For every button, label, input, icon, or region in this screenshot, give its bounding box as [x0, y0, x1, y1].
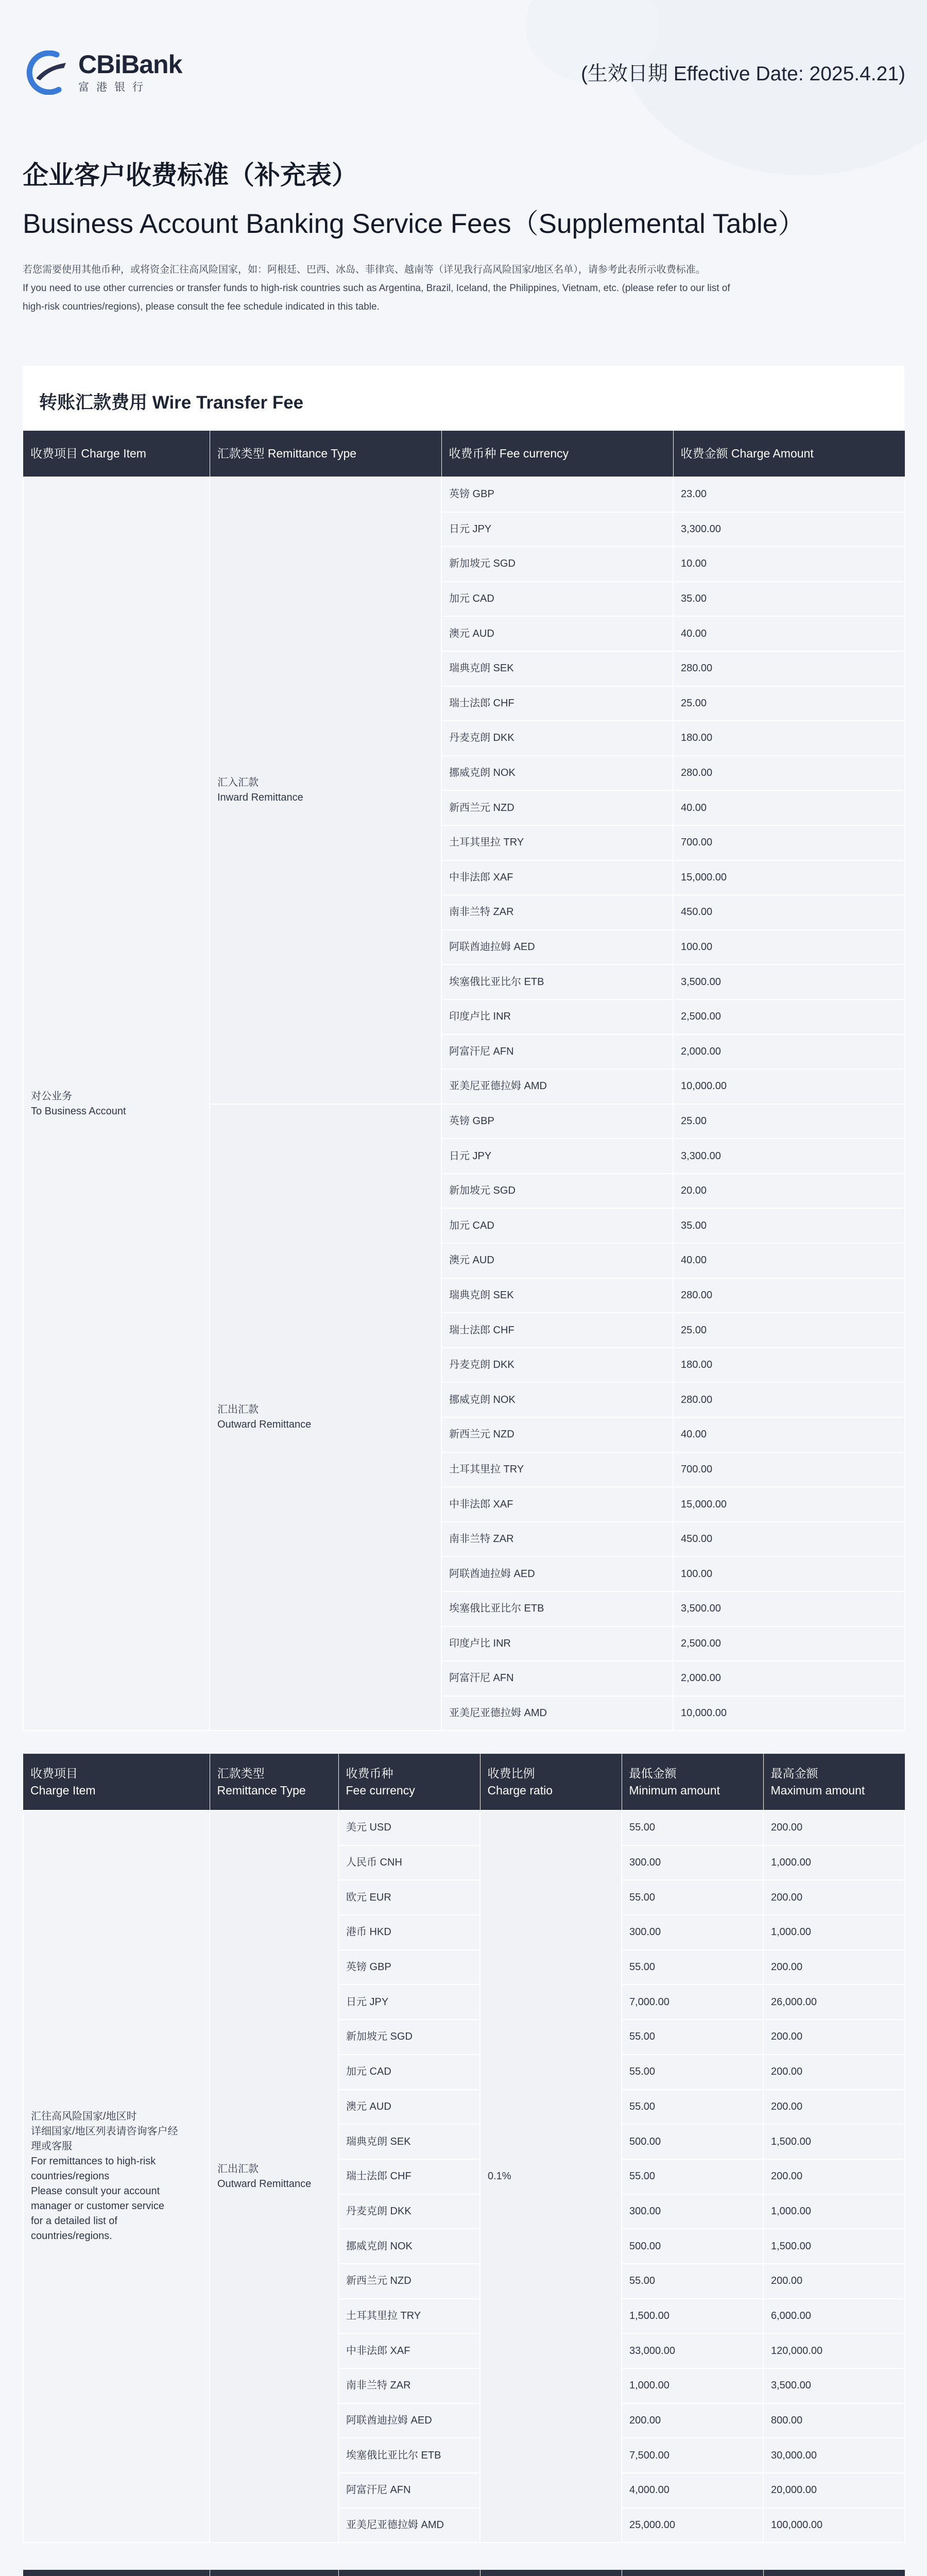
currency-cell: 英镑 GBP	[338, 1950, 480, 1985]
cell-line: 汇往高风险国家/地区时	[31, 2111, 137, 2123]
cell-line: 汇款类型	[217, 1766, 265, 1780]
high-risk-fee-table	[23, 1754, 905, 2543]
cell-line: countries/regions.	[31, 2230, 112, 2242]
currency-cell: 印度卢比 INR	[441, 1626, 673, 1662]
currency-cell: 南非兰特 ZAR	[338, 2368, 480, 2403]
currency-cell: 美元 USD	[338, 1810, 480, 1845]
amount-cell: 280.00	[673, 756, 905, 791]
currency-cell: 阿联酋迪拉姆 AED	[338, 2403, 480, 2438]
currency-cell: 新西兰元 NZD	[338, 2264, 480, 2299]
currency-cell: 亚美尼亚德拉姆 AMD	[338, 2508, 480, 2543]
minimum-amount-cell: 300.00	[622, 1915, 763, 1950]
individual-fee-table	[23, 2570, 905, 2576]
maximum-amount-cell: 1,500.00	[763, 2124, 905, 2159]
cell-line: 汇入汇款	[217, 777, 259, 789]
maximum-amount-cell: 1,000.00	[763, 1915, 905, 1950]
amount-cell: 40.00	[673, 616, 905, 651]
currency-cell: 新西兰元 NZD	[441, 1417, 673, 1452]
minimum-amount-cell: 55.00	[622, 1810, 763, 1845]
minimum-amount-cell: 33,000.00	[622, 2333, 763, 2368]
currency-cell: 澳元 AUD	[441, 616, 673, 651]
cell-line: Please consult your account	[31, 2185, 160, 2197]
cell-line: 汇出汇款	[217, 1404, 259, 1416]
amount-cell: 15,000.00	[673, 1487, 905, 1522]
currency-cell: 南非兰特 ZAR	[441, 1522, 673, 1557]
amount-cell: 3,500.00	[673, 1591, 905, 1626]
maximum-amount-cell: 800.00	[763, 2403, 905, 2438]
cbibank-logo-icon	[25, 50, 74, 95]
column-header	[210, 1754, 338, 1810]
minimum-amount-cell: 7,000.00	[622, 1985, 763, 2020]
amount-cell: 23.00	[673, 477, 905, 512]
currency-cell: 瑞士法郎 CHF	[441, 686, 673, 721]
minimum-amount-cell: 55.00	[622, 2055, 763, 2090]
remittance-type-cell	[210, 477, 441, 1104]
individual-card	[23, 2570, 904, 2576]
minimum-amount-cell: 55.00	[622, 1950, 763, 1985]
currency-cell: 加元 CAD	[338, 2055, 480, 2090]
minimum-amount-cell: 55.00	[622, 2020, 763, 2055]
cell-line: Minimum amount	[629, 1783, 720, 1797]
currency-cell: 瑞典克朗 SEK	[441, 651, 673, 686]
amount-cell: 2,500.00	[673, 999, 905, 1035]
cell-line: countries/regions	[31, 2171, 110, 2182]
maximum-amount-cell: 200.00	[763, 1880, 905, 1915]
minimum-amount-cell: 25,000.00	[622, 2508, 763, 2543]
maximum-amount-cell: 3,500.00	[763, 2368, 905, 2403]
cell-line: Outward Remittance	[217, 2178, 312, 2190]
cell-line: For remittances to high-risk	[31, 2156, 156, 2167]
currency-cell: 亚美尼亚德拉姆 AMD	[441, 1069, 673, 1104]
cell-line: Maximum amount	[770, 1783, 865, 1797]
maximum-amount-cell: 200.00	[763, 2090, 905, 2125]
amount-cell: 35.00	[673, 582, 905, 617]
maximum-amount-cell: 20,000.00	[763, 2473, 905, 2508]
amount-cell: 10.00	[673, 547, 905, 582]
column-header	[23, 1754, 210, 1810]
currency-cell: 埃塞俄比亚比尔 ETB	[338, 2438, 480, 2473]
maximum-amount-cell: 6,000.00	[763, 2299, 905, 2334]
currency-cell: 埃塞俄比亚比尔 ETB	[441, 964, 673, 999]
section-title: 转账汇款费用 Wire Transfer Fee	[39, 393, 304, 413]
maximum-amount-cell: 200.00	[763, 1810, 905, 1845]
currency-cell: 英镑 GBP	[441, 477, 673, 512]
currency-cell: 加元 CAD	[441, 582, 673, 617]
cell-line: manager or customer service	[31, 2200, 164, 2212]
amount-cell: 35.00	[673, 1208, 905, 1243]
column-header: 收费币种 Fee currency	[441, 431, 673, 477]
currency-cell: 土耳其里拉 TRY	[338, 2299, 480, 2334]
cell-line: 汇出汇款	[217, 2163, 259, 2175]
brand-name: CBiBank	[78, 50, 182, 79]
cell-line: Outward Remittance	[217, 1419, 312, 1431]
brand-subtitle: 富港银行	[78, 81, 150, 93]
amount-cell: 40.00	[673, 790, 905, 825]
currency-cell: 新加坡元 SGD	[441, 1174, 673, 1209]
minimum-amount-cell: 1,000.00	[622, 2368, 763, 2403]
column-header	[622, 2570, 763, 2576]
currency-cell: 阿富汗尼 AFN	[338, 2473, 480, 2508]
minimum-amount-cell: 7,500.00	[622, 2438, 763, 2473]
amount-cell: 40.00	[673, 1417, 905, 1452]
minimum-amount-cell: 500.00	[622, 2229, 763, 2264]
brand-logo[interactable]	[25, 50, 182, 95]
column-header	[23, 2570, 210, 2576]
amount-cell: 180.00	[673, 721, 905, 756]
currency-cell: 阿富汗尼 AFN	[441, 1661, 673, 1696]
currency-cell: 埃塞俄比亚比尔 ETB	[441, 1591, 673, 1626]
maximum-amount-cell: 200.00	[763, 2020, 905, 2055]
page-header	[0, 0, 927, 144]
currency-cell: 亚美尼亚德拉姆 AMD	[441, 1696, 673, 1731]
amount-cell: 2,000.00	[673, 1661, 905, 1696]
currency-cell: 澳元 AUD	[338, 2090, 480, 2125]
currency-cell: 人民币 CNH	[338, 1845, 480, 1880]
currency-cell: 日元 JPY	[441, 512, 673, 547]
amount-cell: 25.00	[673, 1104, 905, 1139]
cell-line: for a detailed list of	[31, 2215, 117, 2227]
maximum-amount-cell: 30,000.00	[763, 2438, 905, 2473]
column-header	[338, 2570, 480, 2576]
amount-cell: 450.00	[673, 1522, 905, 1557]
currency-cell: 瑞士法郎 CHF	[441, 1313, 673, 1348]
table-header-row	[23, 1754, 905, 1810]
high-risk-card	[23, 1754, 904, 2543]
remittance-type-cell	[210, 1104, 441, 1731]
cell-line: 收费比例	[487, 1766, 535, 1780]
cell-line: 收费项目	[30, 1766, 78, 1780]
minimum-amount-cell: 500.00	[622, 2124, 763, 2159]
amount-cell: 10,000.00	[673, 1069, 905, 1104]
notes	[23, 261, 904, 316]
amount-cell: 100.00	[673, 930, 905, 965]
effective-date: (生效日期 Effective Date: 2025.4.21)	[580, 63, 905, 85]
amount-cell: 100.00	[673, 1556, 905, 1591]
wire-transfer-card	[23, 366, 904, 1731]
column-header	[480, 2570, 622, 2576]
table-row	[23, 1810, 905, 1845]
table-row	[23, 477, 905, 512]
currency-cell: 新加坡元 SGD	[338, 2020, 480, 2055]
currency-cell: 瑞典克朗 SEK	[338, 2124, 480, 2159]
column-header: 汇款类型 Remittance Type	[210, 431, 441, 477]
amount-cell: 3,300.00	[673, 512, 905, 547]
currency-cell: 英镑 GBP	[441, 1104, 673, 1139]
currency-cell: 中非法郎 XAF	[441, 1487, 673, 1522]
currency-cell: 日元 JPY	[338, 1985, 480, 2020]
column-header	[210, 2570, 338, 2576]
amount-cell: 700.00	[673, 825, 905, 860]
amount-cell: 280.00	[673, 1278, 905, 1313]
note-line: high-risk countries/regions), please consult the fee schedule indicated in this table.	[23, 301, 380, 312]
column-header: 收费项目 Charge Item	[23, 431, 210, 477]
currency-cell: 挪威克朗 NOK	[441, 1382, 673, 1417]
cell-line: Remittance Type	[217, 1783, 306, 1797]
cell-line: 对公业务	[31, 1090, 72, 1102]
currency-cell: 土耳其里拉 TRY	[441, 825, 673, 860]
cell-line: To Business Account	[31, 1105, 126, 1117]
minimum-amount-cell: 55.00	[622, 2264, 763, 2299]
page-title-en: Business Account Banking Service Fees（Supplemental Table）	[23, 209, 805, 239]
charge-item-cell	[23, 477, 210, 1731]
page-title-cn: 企业客户收费标准（补充表）	[23, 161, 357, 190]
column-header: 收费金额 Charge Amount	[673, 431, 905, 477]
currency-cell: 中非法郎 XAF	[441, 860, 673, 895]
amount-cell: 2,000.00	[673, 1035, 905, 1070]
title-block	[0, 155, 927, 316]
cell-line: 理或客服	[31, 2141, 72, 2153]
maximum-amount-cell: 26,000.00	[763, 1985, 905, 2020]
minimum-amount-cell: 1,500.00	[622, 2299, 763, 2334]
amount-cell: 3,300.00	[673, 1139, 905, 1174]
minimum-amount-cell: 55.00	[622, 1880, 763, 1915]
currency-cell: 阿联酋迪拉姆 AED	[441, 1556, 673, 1591]
maximum-amount-cell: 200.00	[763, 2264, 905, 2299]
currency-cell: 印度卢比 INR	[441, 999, 673, 1035]
table-header-row	[23, 2570, 905, 2576]
note-line: If you need to use other currencies or transfer funds to high-risk countries such as Argentina, Brazil, Iceland, the Philippines, Vietnam, etc. (please refer to our list of	[23, 283, 730, 294]
amount-cell: 25.00	[673, 1313, 905, 1348]
maximum-amount-cell: 100,000.00	[763, 2508, 905, 2543]
cell-line: 最高金额	[770, 1766, 818, 1780]
amount-cell: 2,500.00	[673, 1626, 905, 1662]
currency-cell: 中非法郎 XAF	[338, 2333, 480, 2368]
amount-cell: 450.00	[673, 895, 905, 930]
column-header	[622, 1754, 763, 1810]
amount-cell: 3,500.00	[673, 964, 905, 999]
charge-ratio-cell: 0.1%	[480, 1810, 622, 2543]
minimum-amount-cell: 55.00	[622, 2090, 763, 2125]
currency-cell: 欧元 EUR	[338, 1880, 480, 1915]
charge-item-cell	[23, 1810, 210, 2543]
cell-line: 收费币种	[346, 1766, 393, 1780]
currency-cell: 新西兰元 NZD	[441, 790, 673, 825]
amount-cell: 10,000.00	[673, 1696, 905, 1731]
wire-fee-table	[23, 431, 905, 1731]
table-header-row	[23, 431, 905, 477]
minimum-amount-cell: 4,000.00	[622, 2473, 763, 2508]
currency-cell: 阿富汗尼 AFN	[441, 1035, 673, 1070]
cell-line: 详细国家/地区列表请咨询客户经	[31, 2126, 178, 2138]
amount-cell: 15,000.00	[673, 860, 905, 895]
amount-cell: 40.00	[673, 1243, 905, 1278]
note-line: 若您需要使用其他币种，或将资金汇往高风险国家，如：阿根廷、巴西、冰岛、菲律宾、越南等（详见我行高风险国家/地区名单），请参考此表所示收费标准。	[23, 264, 706, 275]
currency-cell: 阿联酋迪拉姆 AED	[441, 930, 673, 965]
cell-line: Charge ratio	[487, 1783, 553, 1797]
maximum-amount-cell: 200.00	[763, 1950, 905, 1985]
maximum-amount-cell: 200.00	[763, 2055, 905, 2090]
currency-cell: 挪威克朗 NOK	[338, 2229, 480, 2264]
column-header	[763, 1754, 905, 1810]
currency-cell: 丹麦克朗 DKK	[441, 1348, 673, 1383]
cell-line: 最低金额	[629, 1766, 677, 1780]
amount-cell: 700.00	[673, 1452, 905, 1487]
currency-cell: 土耳其里拉 TRY	[441, 1452, 673, 1487]
currency-cell: 挪威克朗 NOK	[441, 756, 673, 791]
amount-cell: 25.00	[673, 686, 905, 721]
minimum-amount-cell: 55.00	[622, 2159, 763, 2194]
amount-cell: 20.00	[673, 1174, 905, 1209]
cell-line: Inward Remittance	[217, 792, 303, 804]
column-header	[480, 1754, 622, 1810]
currency-cell: 日元 JPY	[441, 1139, 673, 1174]
cell-line: Charge Item	[30, 1783, 96, 1797]
currency-cell: 港币 HKD	[338, 1915, 480, 1950]
currency-cell: 南非兰特 ZAR	[441, 895, 673, 930]
cell-line: Fee currency	[346, 1783, 415, 1797]
remittance-type-cell	[210, 1810, 338, 2543]
maximum-amount-cell: 1,000.00	[763, 2194, 905, 2229]
amount-cell: 280.00	[673, 651, 905, 686]
currency-cell: 新加坡元 SGD	[441, 547, 673, 582]
maximum-amount-cell: 1,000.00	[763, 1845, 905, 1880]
amount-cell: 280.00	[673, 1382, 905, 1417]
minimum-amount-cell: 200.00	[622, 2403, 763, 2438]
currency-cell: 加元 CAD	[441, 1208, 673, 1243]
minimum-amount-cell: 300.00	[622, 2194, 763, 2229]
column-header	[763, 2570, 905, 2576]
amount-cell: 180.00	[673, 1348, 905, 1383]
currency-cell: 瑞士法郎 CHF	[338, 2159, 480, 2194]
column-header	[338, 1754, 480, 1810]
maximum-amount-cell: 200.00	[763, 2159, 905, 2194]
maximum-amount-cell: 120,000.00	[763, 2333, 905, 2368]
currency-cell: 丹麦克朗 DKK	[338, 2194, 480, 2229]
currency-cell: 丹麦克朗 DKK	[441, 721, 673, 756]
currency-cell: 瑞典克朗 SEK	[441, 1278, 673, 1313]
maximum-amount-cell: 1,500.00	[763, 2229, 905, 2264]
minimum-amount-cell: 300.00	[622, 1845, 763, 1880]
currency-cell: 澳元 AUD	[441, 1243, 673, 1278]
